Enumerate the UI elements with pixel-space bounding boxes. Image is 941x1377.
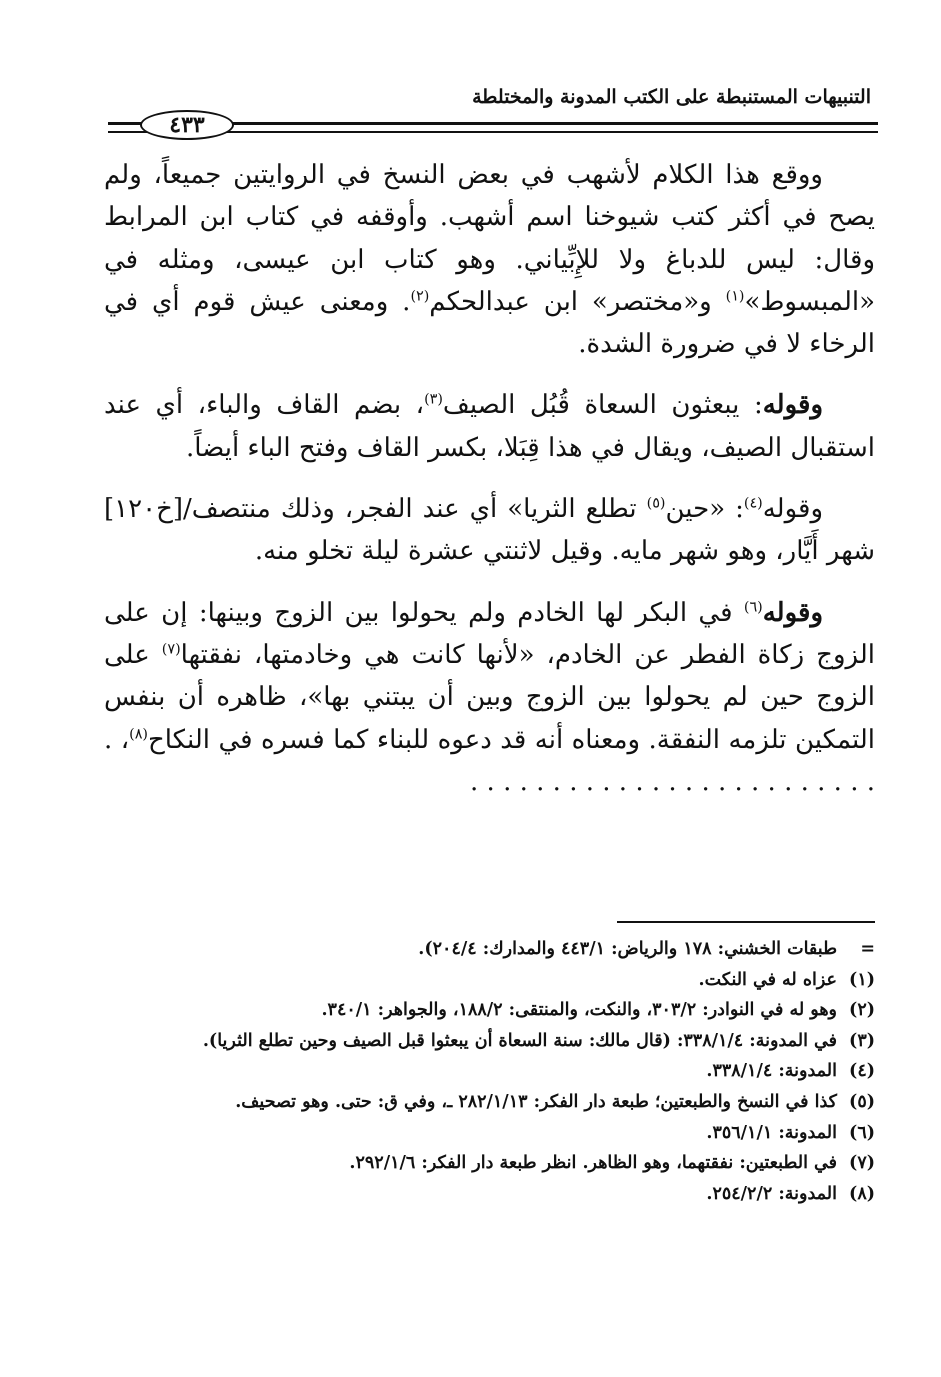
footnote-mark: (١) — [849, 969, 875, 990]
footnote-mark: (٦) — [849, 1122, 875, 1143]
footnote-separator — [617, 921, 875, 923]
footnote-ref-3: (٣) — [424, 391, 443, 408]
footnote-mark: = — [860, 939, 875, 959]
footnote-ref-7: (٧) — [161, 641, 181, 658]
footnote-7 — [104, 1148, 875, 1179]
footnotes — [104, 934, 875, 1209]
footnote-text: المدونة: ٣٥٦/١/١. — [706, 1122, 837, 1143]
paragraph-3 — [104, 488, 875, 573]
p1-text: ووقع هذا الكلام لأشهب في بعض النسخ في الروايتين جميعاً، ولم يصح في أكثر كتب شيوخنا اسم أشهب. وأوقفه في كتاب ابن المرابط وقال: ليس للدباغ ولا للإِبِّياني. وهو كتاب ابن عيسى، ومثله في «المبسوط» — [104, 160, 875, 317]
footnote-mark: (٨) — [849, 1183, 875, 1204]
footnote-text: في المدونة: ٣٣٨/١/٤: (قال مالك: سنة السعاة أن يبعثوا قبل الصيف وحين تطلع الثريا). — [202, 1030, 837, 1051]
p4-a: في البكر لها الخادم ولم يحولوا بين الزوج وبينها: إن على الزوج زكاة الفطر عن الخادم، «لأنها كانت هي وخادمتها، نفقتها — [104, 597, 875, 670]
running-title: التنبيهات المستنبطة على الكتب المدونة والمختلطة — [472, 86, 871, 108]
footnote-ref-2: (٢) — [410, 288, 430, 305]
paragraph-1 — [104, 154, 875, 365]
p4-b: على الزوج حين لم يحولوا بين الزوج وبين أن يبتني بها»، ظاهره أن بنفس التمكين تلزمه النفقة. ومعناه أنه قد دعوه للبناء كما فسره في النكاح — [104, 639, 876, 755]
footnote-ref-8: (٨) — [129, 725, 148, 742]
paragraph-4 — [104, 592, 875, 803]
footnote-8 — [104, 1179, 875, 1210]
p2-a: : يبعثون السعاة قُبُل الصيف — [442, 390, 763, 421]
footnote-text: عزاه له في النكت. — [698, 969, 837, 990]
footnote-3 — [104, 1026, 875, 1057]
page-number: ٤٣٣ — [140, 110, 234, 140]
footnote-ref-5: (٥) — [646, 495, 666, 512]
p4-c: ، . . . . . . . . . . . . . . . . . . . . . . . . . . — [104, 724, 875, 797]
p2-lead: وقوله — [762, 390, 824, 421]
footnote-ref-1: (١) — [725, 288, 745, 305]
footnote-text: وهو له في النوادر: ٣٠٣/٢، والنكت، والمنتقى: ١٨٨/٢، والجواهر: ٣٤٠/١. — [321, 1000, 837, 1021]
footnote-1 — [104, 965, 875, 996]
footnote-ref-4: (٤) — [743, 495, 763, 512]
footnote-text: في الطبعتين: نفقتهما، وهو الظاهر. انظر طبعة دار الفكر: ٢٩٢/١/٦. — [349, 1153, 837, 1174]
footnote-5 — [104, 1087, 875, 1118]
p4-lead: وقوله — [762, 597, 823, 628]
footnote-mark: (٢) — [849, 1000, 875, 1021]
p3-b: : «حين — [665, 494, 744, 525]
footnote-text: المدونة: ٢٥٤/٢/٢. — [706, 1183, 837, 1204]
footnote-2 — [104, 995, 875, 1026]
footnote-ref-6: (٦) — [743, 599, 763, 616]
p1-mid: و«مختصر» ابن عبدالحكم — [429, 286, 726, 317]
footnote-continued — [104, 934, 875, 965]
p1-end: . ومعنى عيش قوم أي في الرخاء لا في ضرورة الشدة. — [104, 286, 875, 360]
footnote-text: طبقات الخشني: ١٧٨ والرياض: ٤٤٣/١ والمدارك: ٢٠٤/٤). — [418, 939, 837, 959]
footnote-text: المدونة: ٣٣٨/١/٤. — [706, 1061, 837, 1082]
footnote-text: كذا في النسخ والطبعتين؛ طبعة دار الفكر: ٢٨٢/١/١٣ ـ، وفي ق: حتى. وهو تصحيف. — [235, 1091, 837, 1112]
p3-c: تطلع الثريا» أي عند الفجر، وذلك منتصف/[خ١٢٠] شهر أَيَّار، وهو شهر مايه. وقيل لاثنتي عشرة ليلة تخلو منه. — [104, 494, 875, 567]
footnote-mark: (٤) — [849, 1061, 875, 1082]
footnote-4 — [104, 1056, 875, 1087]
footnote-mark: (٣) — [849, 1030, 875, 1051]
footnote-mark: (٧) — [849, 1153, 875, 1174]
main-text — [104, 154, 875, 822]
footnote-6 — [104, 1118, 875, 1149]
p2-b: ، بضم القاف والباء، أي عند استقبال الصيف، ويقال في هذا قِبَلا، بكسر القاف وفتح الباء أيضاً. — [104, 390, 875, 463]
paragraph-2 — [104, 384, 875, 469]
footnote-mark: (٥) — [849, 1091, 875, 1112]
p3-a: وقوله — [762, 494, 823, 525]
